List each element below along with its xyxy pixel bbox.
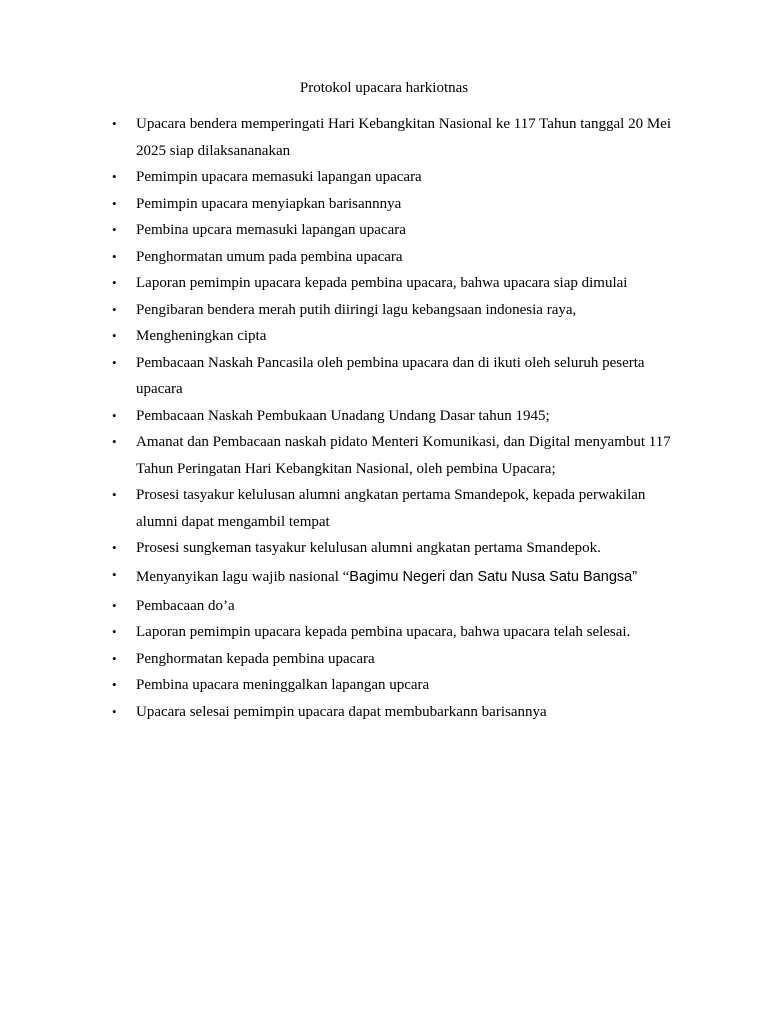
- bullet-icon: •: [112, 597, 117, 613]
- list-item: [112, 699, 672, 726]
- document-title: Protokol upacara harkiotnas: [299, 80, 469, 96]
- list-item-text: Menyanyikan lagu wajib nasional “: [136, 568, 350, 585]
- list-item: [112, 191, 672, 218]
- list-item: [112, 429, 672, 482]
- bullet-icon: •: [112, 169, 117, 184]
- list-item-text: Upacara bendera memperingati Hari Kebangkitan Nasional ke 117 Tahun tanggal 20 Mei 2025 siap dilaksananakan: [136, 116, 672, 159]
- list-item-text: Laporan pemimpin upacara kepada pembina upacara, bahwa upacara siap dimulai: [136, 275, 628, 291]
- bullet-icon: •: [112, 301, 117, 317]
- list-item: [112, 619, 672, 646]
- list-item: [112, 672, 672, 699]
- list-item-text: Laporan pemimpin upacara kepada pembina upacara, bahwa upacara telah selesai.: [136, 624, 631, 640]
- bullet-icon: •: [112, 540, 117, 555]
- list-item-text: Pemimpin upacara menyiapkan barisannnya: [136, 195, 402, 212]
- list-item-text: Penghormatan umum pada pembina upacara: [136, 248, 403, 265]
- bullet-icon: •: [112, 566, 117, 582]
- bullet-icon: •: [112, 222, 117, 237]
- list-item-text: Pembina upacara meninggalkan lapangan upcara: [136, 677, 430, 693]
- bullet-icon: •: [112, 407, 117, 423]
- list-item-text: Pengibaran bendera merah putih diiringi lagu kebangsaan indonesia raya,: [136, 301, 577, 318]
- list-item: [112, 562, 672, 593]
- list-item-text: Upacara selesai pemimpin upacara dapat membubarkann barisannya: [136, 703, 547, 720]
- bullet-icon: •: [112, 354, 117, 370]
- bullet-icon: •: [112, 275, 117, 290]
- list-item-text: Penghormatan kepada pembina upacara: [136, 650, 375, 667]
- list-item-text: Prosesi tasyakur kelulusan alumni angkatan pertama Smandepok, kepada perwakilan alumni dapat mengambil tempat: [136, 487, 646, 530]
- list-item-text: Amanat dan Pembacaan naskah pidato Menteri Komunikasi, dan Digital menyambut 117 Tahun Peringatan Hari Kebangkitan Nasional, oleh pembina Upacara;: [136, 434, 671, 477]
- bullet-icon: •: [112, 650, 117, 666]
- song-title-text: Bagimu Negeri dan Satu Nusa Satu Bangsa”: [349, 568, 638, 585]
- list-item: [112, 535, 672, 562]
- bullet-icon: •: [112, 703, 117, 719]
- list-item: [112, 297, 672, 324]
- list-item-text: Pembacaan Naskah Pembukaan Unadang Undang Dasar tahun 1945;: [136, 407, 550, 424]
- list-item: [112, 403, 672, 430]
- list-item: [112, 350, 672, 403]
- protocol-list: [112, 111, 672, 725]
- list-item: [112, 111, 672, 164]
- bullet-icon: •: [112, 195, 117, 211]
- list-item-text: Pembina upcara memasuki lapangan upacara: [136, 222, 406, 238]
- list-item: [112, 244, 672, 271]
- bullet-icon: •: [112, 434, 117, 449]
- list-item-text: Pembacaan do’a: [136, 597, 235, 614]
- list-item: [112, 217, 672, 244]
- list-item: [112, 164, 672, 191]
- bullet-icon: •: [112, 248, 117, 264]
- list-item-text: Pemimpin upacara memasuki lapangan upacara: [136, 169, 422, 185]
- list-item: [112, 593, 672, 620]
- list-item-text: Prosesi sungkeman tasyakur kelulusan alumni angkatan pertama Smandepok.: [136, 540, 601, 556]
- list-item: [112, 646, 672, 673]
- bullet-icon: •: [112, 624, 117, 639]
- bullet-icon: •: [112, 328, 117, 343]
- bullet-icon: •: [112, 487, 117, 502]
- list-item-text: Pembacaan Naskah Pancasila oleh pembina upacara dan di ikuti oleh seluruh peserta upacara: [136, 354, 645, 397]
- bullet-icon: •: [112, 677, 117, 692]
- list-item: [112, 323, 672, 350]
- list-item: [112, 482, 672, 535]
- bullet-icon: •: [112, 116, 117, 131]
- list-item: [112, 270, 672, 297]
- list-item-text: Mengheningkan cipta: [136, 328, 267, 344]
